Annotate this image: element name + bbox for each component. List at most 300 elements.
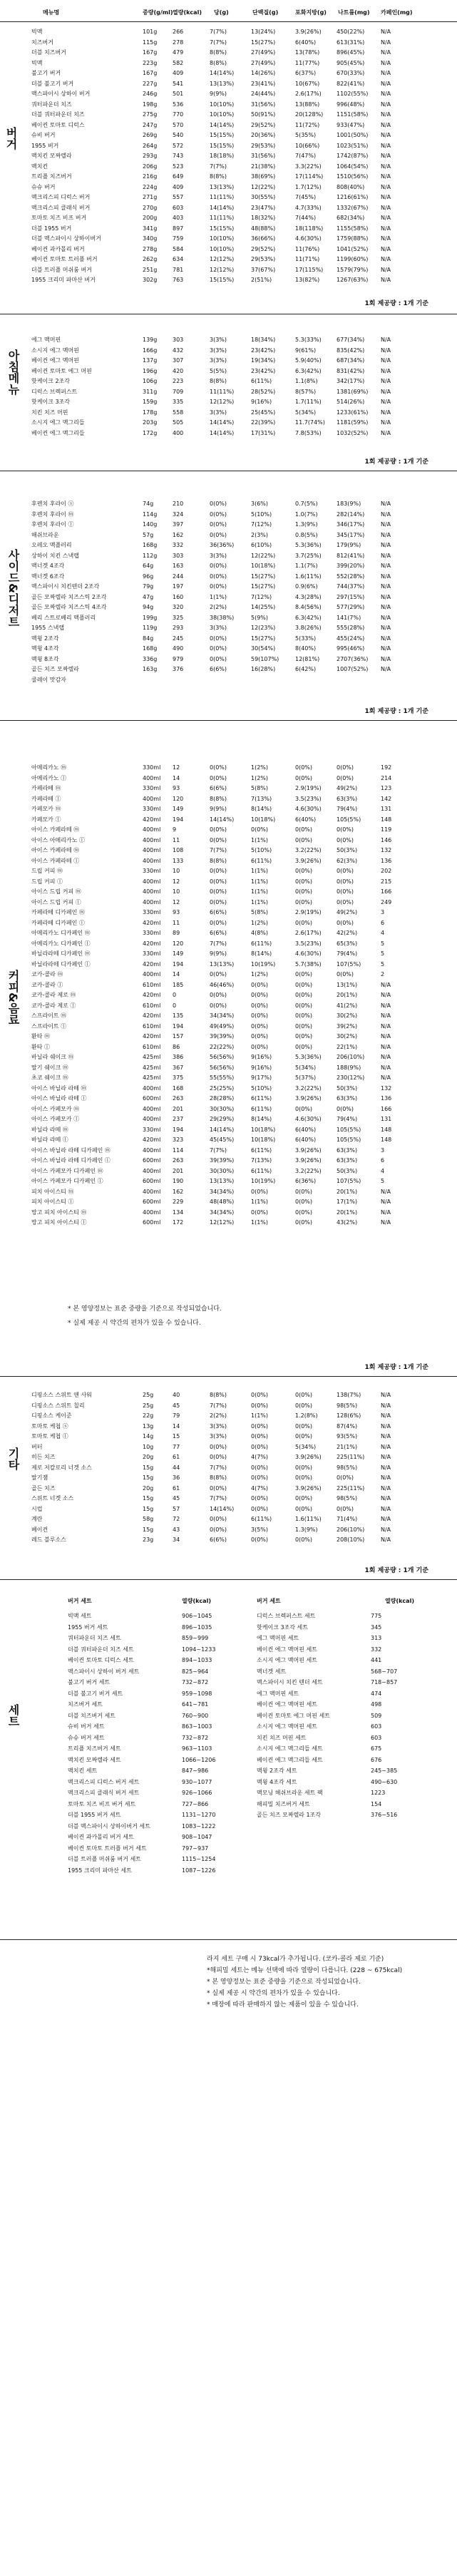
nutrition-value: 10(18%) xyxy=(251,1136,276,1143)
nutrition-value: 0(0%) xyxy=(251,1474,269,1481)
nutrition-value: 138(7%) xyxy=(337,1392,361,1398)
table-row xyxy=(31,918,452,929)
nutrition-value: 523 xyxy=(173,163,184,170)
nutrition-value: 0(0%) xyxy=(295,774,313,781)
menu-name: 카페모카 ⓛ xyxy=(31,816,61,823)
nutrition-value: 0(0%) xyxy=(295,1219,313,1226)
nutrition-value: 12(12%) xyxy=(210,399,235,405)
table-row xyxy=(31,877,452,888)
nutrition-value: 5.9(40%) xyxy=(295,357,322,364)
nutrition-value: N/A xyxy=(381,337,391,343)
nutrition-value: 30(2%) xyxy=(337,1033,358,1040)
nutrition-value: 108 xyxy=(173,847,184,853)
set-kcal: 825~964 xyxy=(182,1668,209,1675)
nutrition-value: 8(8%) xyxy=(210,378,227,384)
menu-name: 아메리카노 ⓛ xyxy=(31,774,67,781)
nutrition-value: 600ml xyxy=(143,1178,161,1184)
nutrition-value: 10(10%) xyxy=(210,111,235,118)
nutrition-value: N/A xyxy=(381,1454,391,1460)
table-row xyxy=(31,784,452,794)
table-row xyxy=(31,203,452,214)
table-row xyxy=(31,949,452,960)
nutrition-value: 214 xyxy=(381,774,392,781)
nutrition-value: 22g xyxy=(143,1412,154,1419)
nutrition-value: 3 xyxy=(381,1146,385,1154)
menu-name: 토마토 치즈 비프 버거 xyxy=(31,215,87,221)
menu-name: 오레오 맥플러리 xyxy=(31,542,72,548)
nutrition-value: 0(0%) xyxy=(251,826,269,833)
set-name: 맥치킨 세트 xyxy=(68,1767,98,1774)
nutrition-value: N/A xyxy=(381,604,391,610)
set-kcal: 1087~1226 xyxy=(182,1867,216,1874)
nutrition-value: 0(0%) xyxy=(295,992,313,998)
table-row xyxy=(31,1494,452,1504)
nutrition-value: 5(10%) xyxy=(251,1084,272,1092)
nutrition-value: 570 xyxy=(173,121,184,128)
nutrition-value: 163g xyxy=(143,666,158,672)
table-row xyxy=(31,1187,452,1198)
set-name: 베이컨 에그 맥그리들 세트 xyxy=(257,1756,323,1763)
nutrition-value: 14g xyxy=(143,1433,154,1440)
menu-name: 바닐라라떼 디카페인 ⓜ xyxy=(31,950,91,957)
nutrition-value: 293g xyxy=(143,153,158,159)
nutrition-value: 9(9%) xyxy=(210,950,227,957)
set-kcal: 906~1045 xyxy=(182,1613,212,1619)
nutrition-value: 324 xyxy=(173,510,184,518)
nutrition-value: 98(5%) xyxy=(337,1402,358,1409)
nutrition-value: 107(5%) xyxy=(337,1178,361,1184)
nutrition-value: 0(0%) xyxy=(251,1464,269,1471)
nutrition-value: 670(33%) xyxy=(337,70,365,76)
menu-name: 아이스 카페라떼 ⓜ xyxy=(31,826,80,833)
nutrition-value: 107(5%) xyxy=(337,960,361,968)
nutrition-value: 14(14%) xyxy=(210,70,235,76)
set-name: 슈비 버거 세트 xyxy=(68,1723,105,1730)
nutrition-value: 1579(79%) xyxy=(337,266,369,273)
nutrition-value: N/A xyxy=(381,625,391,631)
nutrition-value: 208(10%) xyxy=(337,1536,365,1543)
nutrition-value: 4.7(33%) xyxy=(295,204,322,211)
nutrition-value: 0(0%) xyxy=(337,1474,354,1481)
nutrition-value: N/A xyxy=(381,1219,391,1226)
nutrition-value: 270g xyxy=(143,204,158,211)
nutrition-value: 400ml xyxy=(143,878,161,885)
menu-name: 상하이 치킨 스낵랩 xyxy=(31,552,79,559)
nutrition-value: 223g xyxy=(143,59,158,66)
nutrition-value: 3(5%) xyxy=(251,1526,269,1533)
nutrition-value: 34 xyxy=(173,1536,180,1543)
nutrition-value: 8(8%) xyxy=(210,59,227,66)
nutrition-value: 275g xyxy=(143,111,158,118)
menu-name: 맥윙 8조각 xyxy=(31,655,59,662)
nutrition-value: 11.7(74%) xyxy=(295,419,325,426)
nutrition-value: 0(0%) xyxy=(251,1209,269,1216)
nutrition-value: 10(18%) xyxy=(251,563,276,569)
nutrition-value: 933(47%) xyxy=(337,121,365,128)
section-sides xyxy=(0,499,457,692)
nutrition-value: 20(1%) xyxy=(337,1188,358,1195)
nutrition-value: 8(8%) xyxy=(210,1392,227,1398)
nutrition-value: N/A xyxy=(381,1043,391,1050)
nutrition-value: 29(53%) xyxy=(251,256,276,262)
table-row xyxy=(31,48,452,58)
nutrition-value: 600ml xyxy=(143,1157,161,1164)
menu-name: 버터 xyxy=(31,1443,43,1450)
nutrition-value: N/A xyxy=(381,215,391,221)
nutrition-value: 367 xyxy=(173,1064,184,1071)
nutrition-value: 168g xyxy=(143,645,158,652)
nutrition-value: 168 xyxy=(173,1084,184,1092)
nutrition-value: 50(91%) xyxy=(251,111,276,118)
nutrition-value: 8(14%) xyxy=(251,806,272,812)
menu-name: 빅맥 xyxy=(31,29,43,35)
nutrition-value: 45 xyxy=(173,1495,180,1502)
nutrition-value: 2(51%) xyxy=(251,277,272,283)
nutrition-value: 610ml xyxy=(143,1043,161,1050)
nutrition-value: N/A xyxy=(381,1033,391,1040)
nutrition-value: 409 xyxy=(173,70,184,76)
nutrition-value: 9 xyxy=(173,826,177,833)
menu-name: 아메리카노 디카페인 ⓛ xyxy=(31,940,91,947)
menu-name: 초코 쉐이크 ⓜ xyxy=(31,1074,68,1081)
nutrition-value: 105(5%) xyxy=(337,816,361,823)
nutrition-value: 20(36%) xyxy=(251,132,276,138)
set-name: 맥윙 4조각 세트 xyxy=(257,1778,297,1785)
category-label: 세트 xyxy=(6,1704,20,1727)
set-list-right xyxy=(257,1611,435,1822)
nutrition-value: 6(37%) xyxy=(295,70,317,76)
table-row xyxy=(31,397,452,408)
nutrition-value: 330ml xyxy=(143,785,161,791)
table-row xyxy=(31,990,452,1001)
nutrition-value: 979 xyxy=(173,655,184,662)
nutrition-value: 178g xyxy=(143,409,158,416)
menu-name: 카페라떼 디카페인 ⓛ xyxy=(31,919,85,926)
set-kcal: 498 xyxy=(371,1701,382,1708)
menu-name: 카페라떼 디카페인 ⓜ xyxy=(31,909,85,915)
sides-rows xyxy=(31,499,452,685)
nutrition-value: 201 xyxy=(173,1105,184,1112)
nutrition-value: 7(45%) xyxy=(295,194,317,200)
nutrition-value: 3.9(26%) xyxy=(295,857,322,864)
nutrition-value: 12(81%) xyxy=(295,655,320,662)
set-row xyxy=(68,1844,246,1855)
set-name: 더블 쿼터파운더 치즈 세트 xyxy=(68,1646,134,1653)
nutrition-value: 179(9%) xyxy=(337,542,361,548)
nutrition-value: 216g xyxy=(143,173,158,180)
nutrition-value: 1216(61%) xyxy=(337,194,369,200)
nutrition-value: N/A xyxy=(381,235,391,242)
nutrition-value: N/A xyxy=(381,531,391,538)
nutrition-value: 0(0%) xyxy=(251,1505,269,1512)
nutrition-value: 56(56%) xyxy=(210,1064,235,1071)
nutrition-value: 57g xyxy=(143,531,154,538)
set-name: 맥스파이시 상하이 버거 세트 xyxy=(68,1668,140,1675)
set-row xyxy=(68,1700,246,1711)
table-row xyxy=(31,939,452,950)
menu-name: 치즈버거 xyxy=(31,39,53,46)
nutrition-value: 11(11%) xyxy=(210,194,235,200)
nutrition-value: 200g xyxy=(143,215,158,221)
nutrition-value: 376 xyxy=(173,666,184,672)
nutrition-value: 432 xyxy=(173,347,184,354)
nutrition-value: 8(57%) xyxy=(295,388,317,395)
nutrition-value: N/A xyxy=(381,49,391,56)
table-row xyxy=(31,89,452,100)
table-row xyxy=(31,825,452,836)
nutrition-value: 7(13%) xyxy=(251,795,272,802)
table-row xyxy=(31,335,452,346)
nutrition-value: 3(3%) xyxy=(210,347,227,354)
table-row xyxy=(31,130,452,141)
nutrition-value: 400ml xyxy=(143,847,161,853)
nutrition-value: 0.8(5%) xyxy=(295,531,318,538)
nutrition-value: 131 xyxy=(381,806,392,812)
nutrition-value: 3(6%) xyxy=(251,501,269,507)
nutrition-value: 346(17%) xyxy=(337,521,365,528)
nutrition-value: N/A xyxy=(381,1199,391,1205)
nutrition-value: 13(78%) xyxy=(295,49,320,56)
nutrition-value: 11(11%) xyxy=(210,215,235,221)
set-row xyxy=(68,1810,246,1822)
menu-name: 핫케이크 3조각 xyxy=(31,399,71,405)
section-breakfast xyxy=(0,335,457,449)
nutrition-value: 43(2%) xyxy=(337,1219,358,1226)
nutrition-value: 59(107%) xyxy=(251,655,279,662)
table-row xyxy=(31,980,452,991)
menu-name: 쿼터파운더 치즈 xyxy=(31,101,72,108)
nutrition-value: 345(17%) xyxy=(337,531,365,538)
nutrition-value: 0(0%) xyxy=(337,764,354,771)
table-row xyxy=(31,1452,452,1463)
nutrition-value: 400ml xyxy=(143,971,161,977)
nutrition-value: 20g xyxy=(143,1454,154,1460)
nutrition-value: 38(38%) xyxy=(210,614,235,621)
menu-name: 베이컨 토마토 트러플 버거 xyxy=(31,256,98,262)
nutrition-value: 49(2%) xyxy=(337,785,358,791)
set-kcal: 926~1066 xyxy=(182,1790,212,1796)
set-kcal: 718~857 xyxy=(371,1679,398,1685)
nutrition-value: 29(29%) xyxy=(210,1116,235,1122)
nutrition-value: 5(37%) xyxy=(295,1074,317,1081)
nutrition-value: 2.9(19%) xyxy=(295,909,322,915)
table-row xyxy=(31,804,452,815)
set-kcal: 641~781 xyxy=(182,1701,209,1708)
set-row xyxy=(68,1678,246,1689)
set-head-right: 버거 세트 xyxy=(257,1598,281,1604)
nutrition-value: 293 xyxy=(173,625,184,631)
nutrition-value: 22(39%) xyxy=(251,419,276,426)
menu-name: 딸기잼 xyxy=(31,1474,48,1481)
nutrition-value: 34(34%) xyxy=(210,1209,235,1216)
nutrition-value: 0(0%) xyxy=(210,878,227,885)
menu-name: 제로 저칼로리 너겟 소스 xyxy=(31,1464,92,1471)
set-row xyxy=(68,1788,246,1800)
nutrition-value: 5(8%) xyxy=(251,785,269,791)
menu-name: 후렌치 후라이 ⓜ xyxy=(31,510,74,518)
table-row xyxy=(31,151,452,162)
nutrition-value: 6(6%) xyxy=(210,909,227,915)
set-name: 골든 치즈 모짜렐라 1조각 xyxy=(257,1812,321,1818)
nutrition-value: 10(67%) xyxy=(295,80,320,87)
nutrition-value: 0(0%) xyxy=(210,501,227,507)
nutrition-value: 1267(63%) xyxy=(337,277,369,283)
drinks-rows xyxy=(31,763,452,1228)
nutrition-value: 3(3%) xyxy=(210,337,227,343)
set-row xyxy=(257,1645,435,1656)
menu-name: 치킨 치즈 머핀 xyxy=(31,409,68,416)
table-row xyxy=(31,960,452,970)
nutrition-value: 10 xyxy=(173,888,180,895)
nutrition-value: 400ml xyxy=(143,1084,161,1092)
nutrition-value: 1(1%) xyxy=(251,1412,269,1419)
nutrition-value: 7(7%) xyxy=(210,29,227,35)
nutrition-value: 420ml xyxy=(143,1033,161,1040)
nutrition-value: 2(2%) xyxy=(210,1412,227,1419)
nutrition-value: 93 xyxy=(173,785,180,791)
nutrition-value: 505 xyxy=(173,419,184,426)
table-row xyxy=(31,794,452,805)
table-row xyxy=(31,592,452,603)
nutrition-value: 29(53%) xyxy=(251,142,276,149)
nutrition-value: 3.7(25%) xyxy=(295,552,322,559)
category-label: 아침메뉴 xyxy=(6,349,20,395)
nutrition-value: 1.2(8%) xyxy=(295,1412,318,1419)
nutrition-value: 136 xyxy=(381,857,392,864)
nutrition-value: 4.6(30%) xyxy=(295,806,322,812)
set-name: 불고기 버거 세트 xyxy=(68,1679,111,1685)
nutrition-value: 0(0%) xyxy=(337,1105,354,1112)
nutrition-value: 0(0%) xyxy=(295,1392,313,1398)
table-row xyxy=(31,1114,452,1125)
nutrition-value: 425ml xyxy=(143,1054,161,1060)
nutrition-value: 0(0%) xyxy=(337,836,354,843)
set-kcal: 1066~1206 xyxy=(182,1756,216,1763)
nutrition-value: 6(11%) xyxy=(251,940,272,947)
menu-name: 카페라떼 ⓛ xyxy=(31,795,61,802)
nutrition-value: 7(7%) xyxy=(210,1146,227,1154)
nutrition-value: 6(11%) xyxy=(251,1146,272,1154)
nutrition-value: 106g xyxy=(143,378,158,384)
nutrition-value: 74g xyxy=(143,501,154,507)
menu-name: 아이스 카페모카 ⓛ xyxy=(31,1116,80,1122)
nutrition-value: 120 xyxy=(173,940,184,947)
nutrition-value: 11(76%) xyxy=(295,245,320,252)
nutrition-value: 6(40%) xyxy=(295,816,317,823)
set-row xyxy=(68,1711,246,1723)
nutrition-value: 6(11%) xyxy=(251,378,272,384)
nutrition-value: 781 xyxy=(173,266,184,273)
nutrition-value: 12(12%) xyxy=(210,1219,235,1226)
nutrition-value: 1.1(8%) xyxy=(295,378,318,384)
set-row xyxy=(68,1689,246,1700)
set-row xyxy=(257,1700,435,1711)
nutrition-value: 131 xyxy=(381,1116,392,1122)
nutrition-value: 0 xyxy=(173,1002,177,1009)
nutrition-value: 159g xyxy=(143,399,158,405)
nutrition-value: 4(7%) xyxy=(251,1484,269,1492)
nutrition-value: N/A xyxy=(381,1443,391,1450)
nutrition-value: N/A xyxy=(381,132,391,138)
menu-name: 스위트 너겟 소스 xyxy=(31,1495,74,1502)
nutrition-value: N/A xyxy=(381,1074,391,1081)
nutrition-value: 50(3%) xyxy=(337,1167,358,1174)
nutrition-value: 1155(58%) xyxy=(337,225,369,232)
table-row xyxy=(31,1073,452,1084)
nutrition-value: 3(3%) xyxy=(210,625,227,631)
set-kcal: 894~1033 xyxy=(182,1657,212,1663)
nutrition-value: 3.9(26%) xyxy=(295,1095,322,1102)
nutrition-value: 1(2%) xyxy=(251,774,269,781)
nutrition-value: 47g xyxy=(143,593,154,600)
nutrition-value: 558 xyxy=(173,409,184,416)
nutrition-value: 6(11%) xyxy=(251,1516,272,1522)
nutrition-value: N/A xyxy=(381,521,391,528)
table-row xyxy=(31,408,452,419)
nutrition-value: 0(0%) xyxy=(210,1526,227,1533)
nutrition-value: 167g xyxy=(143,70,158,76)
nutrition-value: 140g xyxy=(143,521,158,528)
nutrition-value: 24(44%) xyxy=(251,91,276,97)
nutrition-value: 400 xyxy=(173,429,184,436)
table-row xyxy=(31,1084,452,1094)
table-row xyxy=(31,908,452,918)
menu-name: 아이스 바닐라 라떼 ⓜ xyxy=(31,1084,87,1092)
nutrition-value: N/A xyxy=(381,91,391,97)
nutrition-value: 1(1%) xyxy=(251,888,269,895)
nutrition-value: 0(0%) xyxy=(295,1536,313,1543)
nutrition-value: 172g xyxy=(143,429,158,436)
nutrition-value: 13(13%) xyxy=(210,80,235,87)
nutrition-value: 0(0%) xyxy=(295,1012,313,1019)
menu-name: 망고 피치 아이스티 ⓛ xyxy=(31,1219,87,1226)
menu-name: 베리 스트로베리 맥플러리 xyxy=(31,614,96,621)
nutrition-value: 400ml xyxy=(143,774,161,781)
menu-name: 토마토 케첩 ⓢ xyxy=(31,1422,68,1430)
nutrition-value: 58g xyxy=(143,1516,154,1522)
nutrition-value: 224g xyxy=(143,183,158,190)
nutrition-value: N/A xyxy=(381,245,391,252)
menu-name: 슈비 버거 xyxy=(31,132,56,138)
nutrition-value: 23(42%) xyxy=(251,347,276,354)
table-row xyxy=(31,418,452,429)
nutrition-value: 323 xyxy=(173,1136,184,1143)
nutrition-value: N/A xyxy=(381,1422,391,1430)
table-row xyxy=(31,551,452,562)
set-name: 치즈버거 세트 xyxy=(68,1701,103,1708)
nutrition-value: 96g xyxy=(143,573,154,580)
nutrition-value: 30(30%) xyxy=(210,1167,235,1174)
menu-name: 디럭스 브렉퍼스트 xyxy=(31,388,78,395)
nutrition-value: 4.6(30%) xyxy=(295,1116,322,1122)
nutrition-value: 1(2%) xyxy=(251,971,269,977)
nutrition-value: N/A xyxy=(381,1012,391,1019)
nutrition-value: 5(8%) xyxy=(251,909,269,915)
nutrition-value: 7(7%) xyxy=(210,163,227,170)
nutrition-value: 17(31%) xyxy=(251,429,276,436)
nutrition-value: 12 xyxy=(173,764,180,771)
nutrition-value: 5.3(33%) xyxy=(295,337,322,343)
menu-name: 카페라떼 ⓜ xyxy=(31,785,61,791)
set-kcal: 1083~1222 xyxy=(182,1822,216,1830)
nutrition-value: 13(1%) xyxy=(337,981,358,988)
set-row xyxy=(68,1623,246,1634)
nutrition-value: 16(28%) xyxy=(251,666,276,672)
nutrition-value: 25(25%) xyxy=(210,1084,235,1092)
nutrition-value: 2(3%) xyxy=(251,531,269,538)
menu-name: 1955 버거 xyxy=(31,142,59,149)
menu-name: 아이스 카페라떼 ⓛ xyxy=(31,857,80,864)
